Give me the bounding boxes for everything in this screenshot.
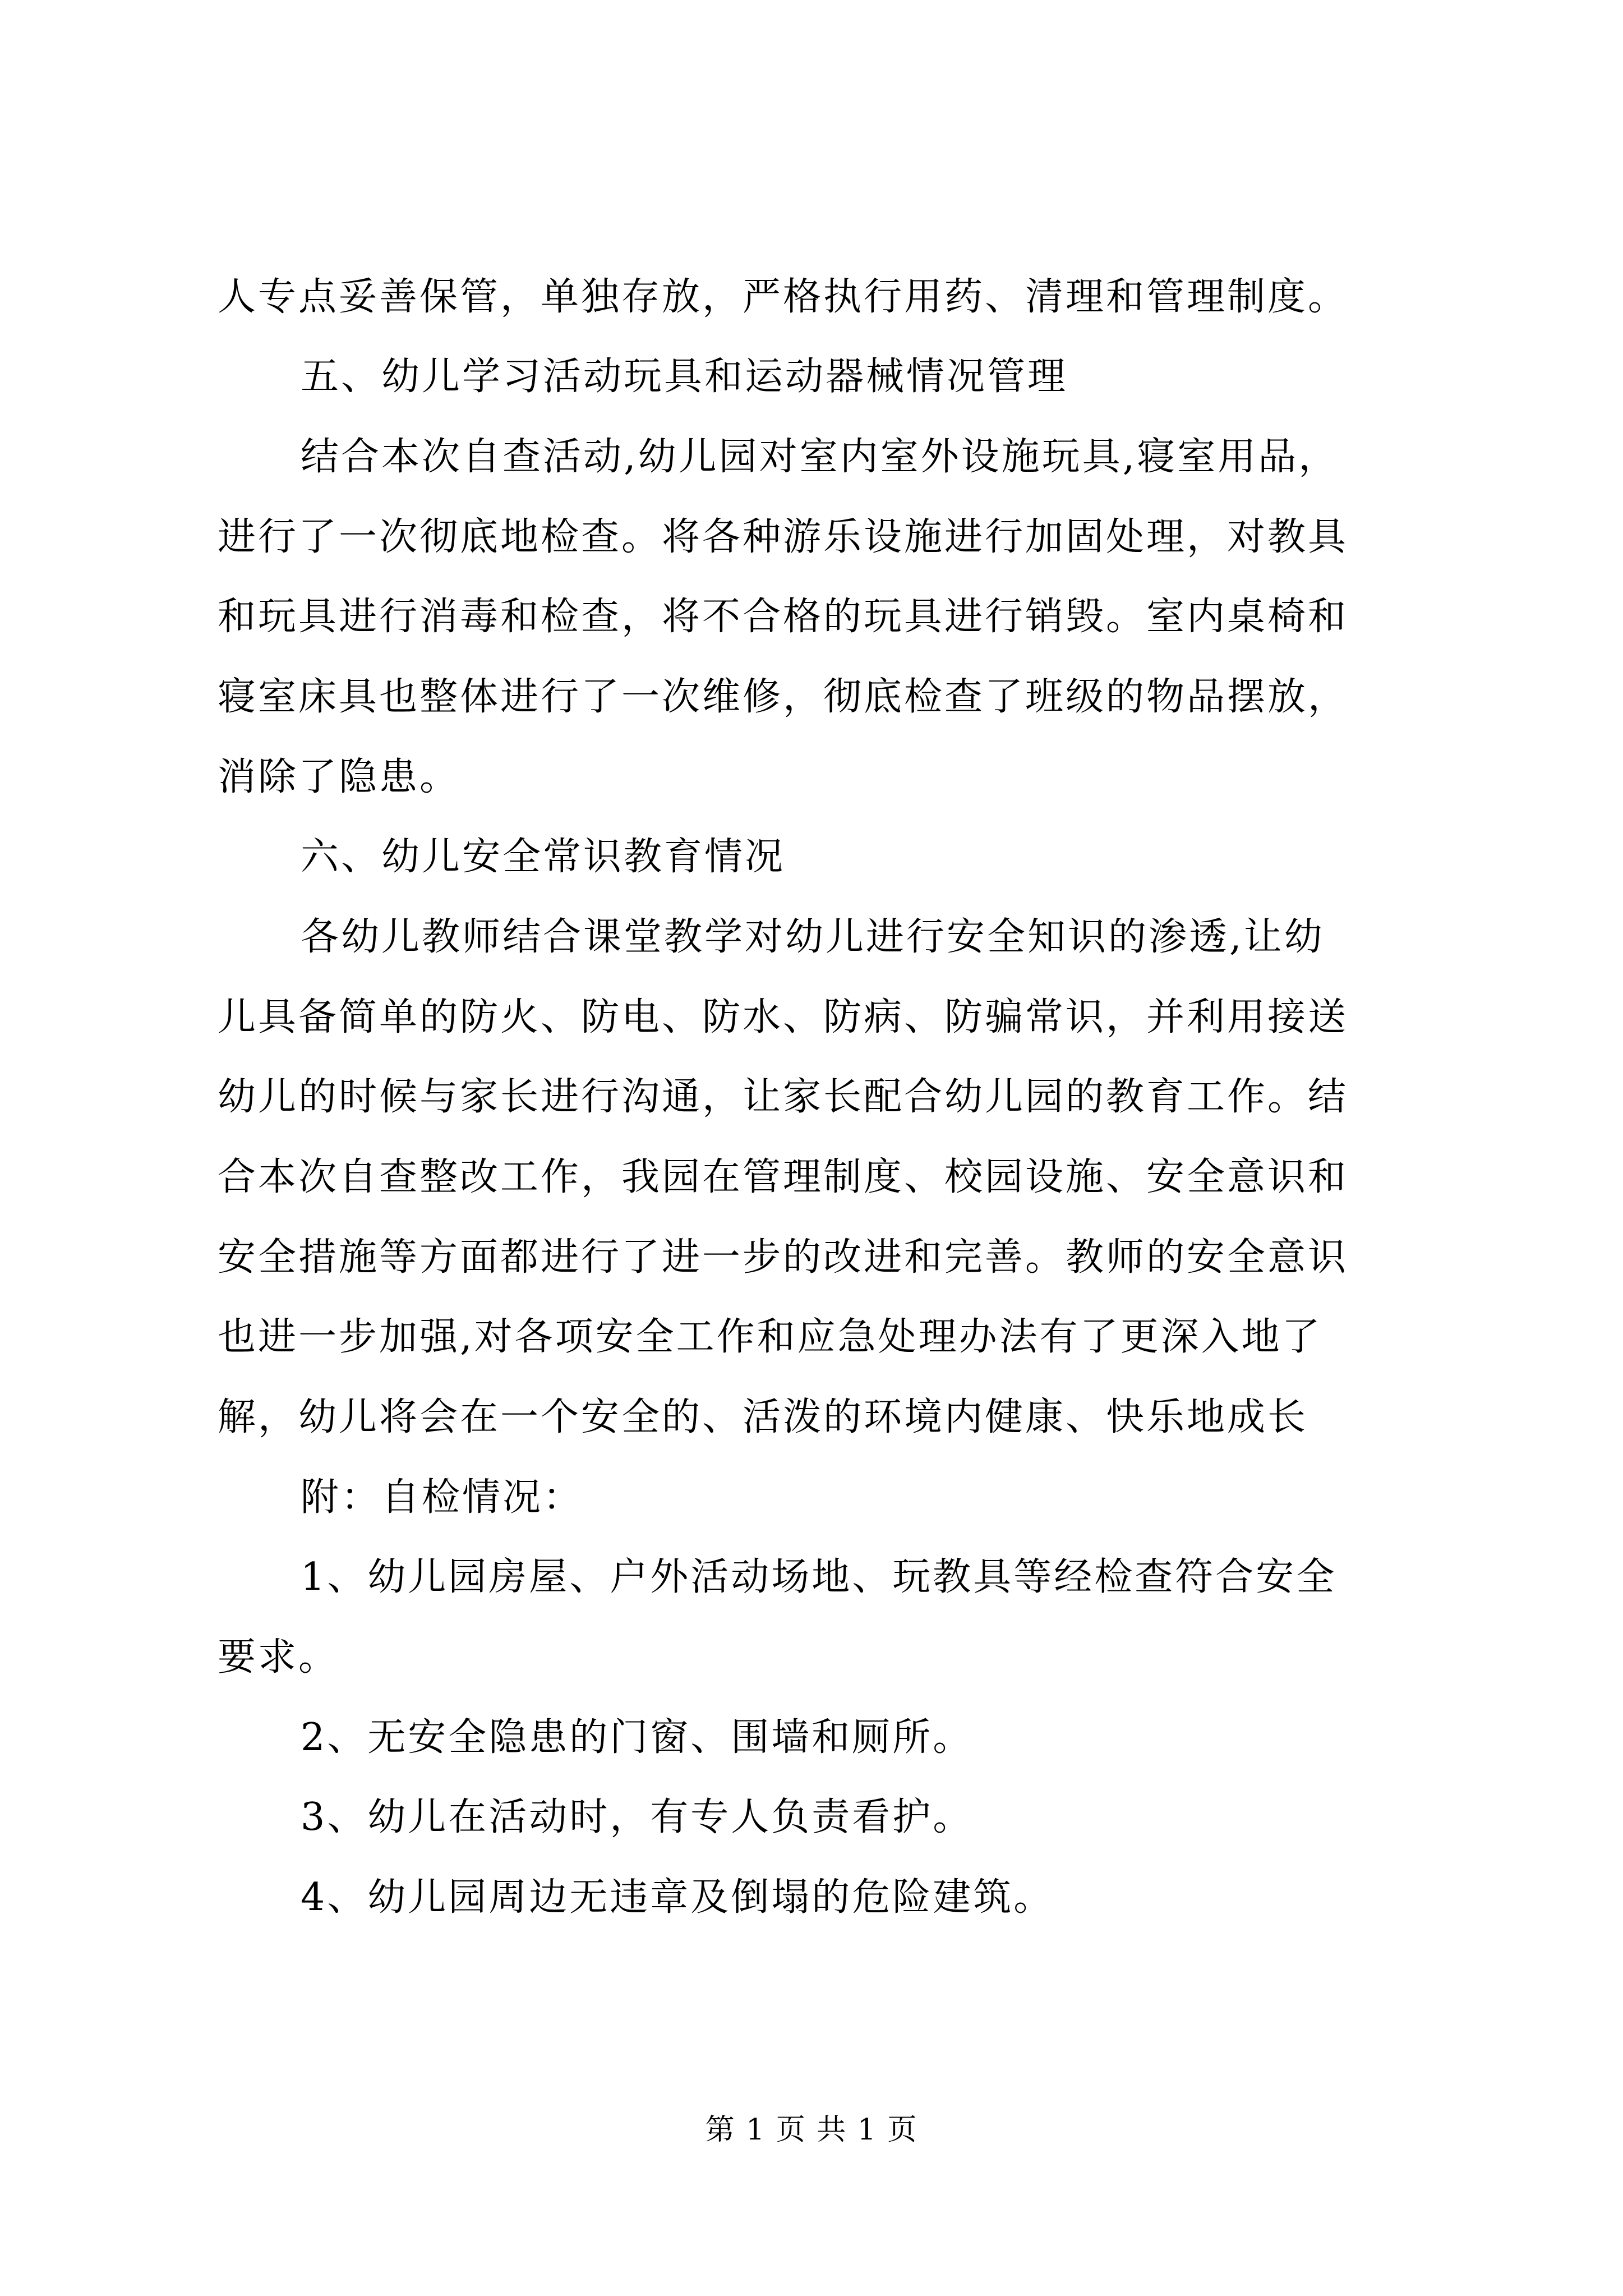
text-line: 人专点妥善保管，单独存放，严格执行用药、清理和管理制度。: [218, 275, 1349, 319]
list-item: 1、幼儿园房屋、户外活动场地、玩教具等经检查符合安全: [301, 1555, 1337, 1599]
text-line: 合本次自查整改工作，我园在管理制度、校园设施、安全意识和: [218, 1155, 1349, 1199]
list-item: 4、幼儿园周边无违章及倒塌的危险建筑。: [301, 1875, 1054, 1920]
text-line: 儿具备简单的防火、防电、防水、防病、防骗常识，并利用接送: [218, 995, 1349, 1039]
list-item: 2、无安全隐患的门窗、围墙和厕所。: [301, 1715, 974, 1760]
section-heading: 六、幼儿安全常识教育情况: [301, 835, 786, 879]
appendix-heading: 附：自检情况：: [301, 1475, 584, 1520]
section-heading: 五、幼儿学习活动玩具和运动器械情况管理: [301, 355, 1068, 399]
text-line: 结合本次自查活动,幼儿园对室内室外设施玩具,寝室用品，: [301, 435, 1339, 479]
page-footer: 第 1 页 共 1 页: [705, 2113, 918, 2147]
text-line: 消除了隐患。: [218, 755, 460, 799]
text-line: 各幼儿教师结合课堂教学对幼儿进行安全知识的渗透,让幼: [301, 915, 1325, 959]
text-line: 幼儿的时候与家长进行沟通，让家长配合幼儿园的教育工作。结: [218, 1075, 1349, 1119]
list-item: 3、幼儿在活动时，有专人负责看护。: [301, 1795, 974, 1839]
text-line: 解，幼儿将会在一个安全的、活泼的环境内健康、快乐地成长: [218, 1395, 1308, 1439]
text-line: 寝室床具也整体进行了一次维修，彻底检查了班级的物品摆放，: [218, 675, 1349, 719]
list-item-continuation: 要求。: [218, 1635, 339, 1680]
text-line: 进行了一次彻底地检查。将各种游乐设施进行加固处理，对教具: [218, 515, 1349, 559]
text-line: 安全措施等方面都进行了进一步的改进和完善。教师的安全意识: [218, 1235, 1349, 1280]
text-line: 也进一步加强,对各项安全工作和应急处理办法有了更深入地了: [218, 1315, 1322, 1359]
text-line: 和玩具进行消毒和检查，将不合格的玩具进行销毁。室内桌椅和: [218, 595, 1349, 639]
